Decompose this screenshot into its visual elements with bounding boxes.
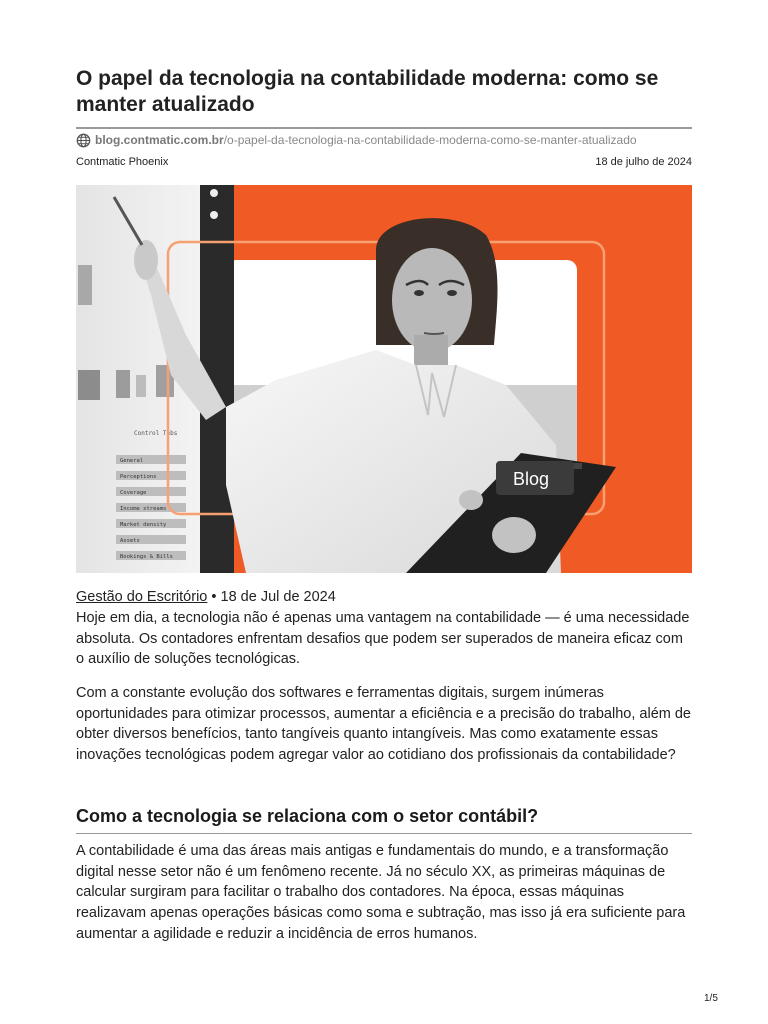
hero-illustration xyxy=(76,185,692,573)
article-title: O papel da tecnologia na contabilidade moderna: como se manter atualizado xyxy=(76,67,659,116)
category-separator: • xyxy=(207,589,221,605)
url-domain[interactable]: blog.contmatic.com.br xyxy=(95,133,224,147)
paragraph-section-1: A contabilidade é uma das áreas mais antigas e fundamentais do mundo, e a transformação digital nesse setor não é um fenômeno recente. Já no século XX, as primeiras máquinas de calcular surgiram para facilitar o trabalho dos contadores. Na época, essas máquinas realizavam apenas operações básicas como soma e subtração, mas isso já era suficiente para aumentar a agilidade e reduzir a incidência de erros humanos. xyxy=(76,843,686,942)
globe-icon xyxy=(76,133,91,148)
screen-panel-title: Control Tabs xyxy=(134,430,178,437)
screen-panel-item: Market density xyxy=(120,522,167,528)
page-number: 1/5 xyxy=(704,993,718,1004)
screen-panel-item: Income streams xyxy=(120,506,167,512)
screen-panel-item: General xyxy=(120,458,144,464)
title-divider xyxy=(76,127,692,129)
screen-panel-item: Assets xyxy=(120,538,140,544)
url-path[interactable]: /o-papel-da-tecnologia-na-contabilidade-moderna-como-se-manter-atualizado xyxy=(223,133,637,147)
source-url[interactable] xyxy=(76,132,692,148)
section-heading: Como a tecnologia se relaciona com o setor contábil? xyxy=(76,806,539,826)
paragraph-intro: Hoje em dia, a tecnologia não é apenas uma vantagem na contabilidade — é uma necessidade absoluta. Os contadores enfrentam desafios que podem ser superados de maneira eficaz com o auxílio de soluções tecnológicas. xyxy=(76,610,690,668)
section-divider xyxy=(76,833,692,834)
blog-badge: Blog xyxy=(513,469,550,489)
category-link[interactable]: Gestão do Escritório xyxy=(76,589,208,605)
hero-image xyxy=(76,185,692,573)
category-date: 18 de Jul de 2024 xyxy=(220,589,336,605)
article-category-row xyxy=(76,588,336,606)
screen-panel-item: Coverage xyxy=(120,490,147,496)
article-meta xyxy=(76,156,692,168)
screen-panel-item: Perceptions xyxy=(120,474,157,480)
author-name: Contmatic Phoenix xyxy=(76,156,169,168)
publish-date: 18 de julho de 2024 xyxy=(595,156,692,168)
screen-panel-item: Bookings & Bills xyxy=(120,554,173,560)
paragraph-context: Com a constante evolução dos softwares e ferramentas digitais, surgem inúmeras oportunidades para otimizar processos, aumentar a eficiência e a precisão do trabalho, além de obter diversos benefícios, tanto tangíveis quanto intangíveis. Mas como exatamente essas inovações tecnológicas podem agregar valor ao cotidiano dos profissionais da contabilidade? xyxy=(76,685,691,764)
